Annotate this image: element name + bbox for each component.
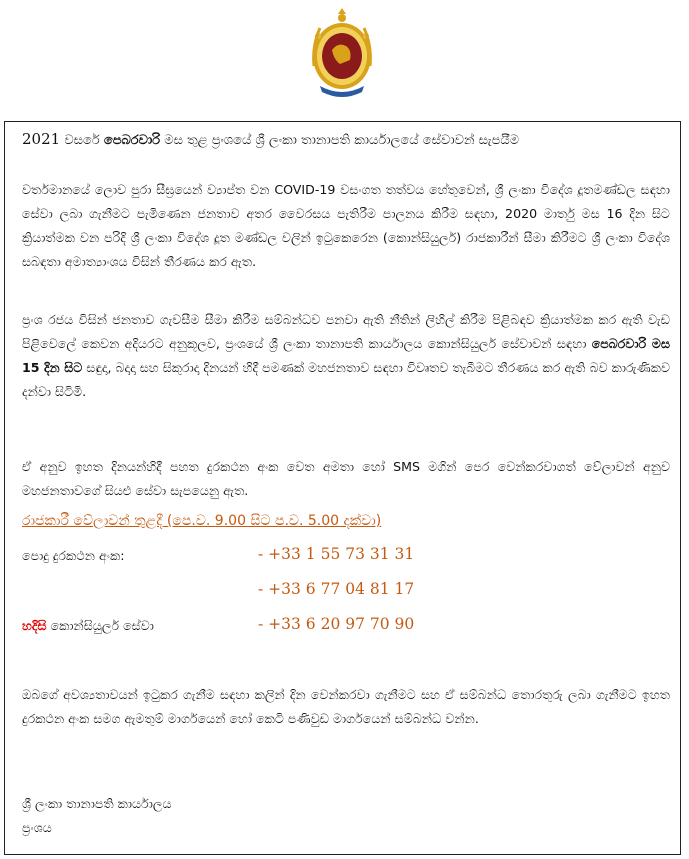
office-hours: රාජකාරී වේලාවන් තුළදී (පෙ.ව. 9.00 සිට ප.ව. 5.00 දක්වා) (22, 513, 382, 529)
paragraph-1: වර්තමානයේ ලොව පුරා සීඝ්‍රයෙන් ව්‍යාප්ත වන COVID-19 වසංගත තත්වය හේතුවෙන්, ශ්‍රී ලංකා විදේශ දූතමණ්ඩල සඳහා සේවා ලබා ගැනීමට පැමිණෙන ජනතාව අතර වෛරසය පැතිරීම පාලනය කිරීම සඳහා, 2020 මාර්තු මස 16 දින සිට ක්‍රියාත්මක වන පරිදි ශ්‍රී ලංකා විදේශ දූත මණ්ඩල වලින් ඉටුකෙරෙන (කොන්සියුලර්) රාජකාරීන් සීමා කිරීමට ශ්‍රී ලංකා විදේශ සබඳතා අමාත්‍යාංශය විසින් තීරණය කර ඇත. (22, 182, 670, 269)
general-phone-label: පොදු දුරකථන අංක: (22, 548, 125, 563)
paragraph-2-bold: පෙබරවාරි මස 15 දින සිට (22, 336, 671, 375)
paragraph-4: ඔබගේ අවශ්‍යතාවයන් ඉටුකර ගැනීම සඳහා කලින් දින වෙන්කරවා ගැනීමට සහ ඒ සම්බන්ධ තොරතුරු ලබා ගැනීමට ඉහත දුරකථන අංක සමග ඇමතුම් මාර්ගයෙන් හෝ කෙටි පණිවුඩ මාර්ගයෙන් සම්බන්ධ වන්න. (22, 687, 670, 726)
paragraph-2-b: සඳුදා, බදාදා සහ සිකුරාදා දිනයන් හිදී පමණක් මහජනතාව සඳහා විවෘතව තැබීමට තීරණය කර ඇති බව කාරුණිකව දන්වා සිටිමි. (22, 360, 670, 399)
title-post: මස තුළ ප්‍රංශයේ ශ්‍රී ලංකා තානාපති කාර්යාලයේ සේවාවන් සැපයීම (160, 133, 520, 148)
notice-title (22, 130, 672, 148)
urgent-word: හදිසි (22, 618, 47, 633)
title-year: 2021 (22, 130, 61, 148)
paragraph-2 (22, 308, 670, 404)
paragraph-3: ඒ අනුව ඉහත දිනයන්හිදී පහත දුරකථන අංක වෙත අමතා හෝ SMS මගින් පෙර වෙන්කරවාගත් වේලාවන් අනුව මහජනතාවගේ සියළු සේවා සැපයෙනු ඇත. (22, 459, 670, 498)
paragraph-2-a: ප්‍රංශ රජය විසින් ජනතාව ගැවසීම සීමා කිරීම සම්බන්ධව පනවා ඇති නීතින් ලිහිල් කිරීම පිළිබඳව ක්‍රියාත්මක කර ඇති වැඩ පිළිවෙලේ කෙවන අදියරට අනුකූලව, ප්‍රංශයේ ශ්‍රී ලංකා තානාපති කාර්යාලය කොන්සියුලර් සේවාවන් සඳහා (22, 312, 670, 351)
general-phone-1: - +33 1 55 73 31 31 (258, 545, 415, 563)
title-pre: වසරේ (60, 133, 104, 148)
signature-line-2: ප්‍රංශය (22, 820, 52, 835)
urgent-consular-label (22, 618, 154, 634)
urgent-label-text: කොන්සියුලර් සේවා (46, 618, 154, 633)
sri-lanka-emblem-icon (310, 6, 374, 100)
title-month: පෙබරවාරි (103, 133, 161, 148)
general-phone-2: - +33 6 77 04 81 17 (258, 580, 415, 598)
signature-line-1: ශ්‍රී ලංකා තානාපති කාර්යාලය (22, 796, 172, 811)
urgent-phone: - +33 6 20 97 70 90 (258, 615, 415, 633)
